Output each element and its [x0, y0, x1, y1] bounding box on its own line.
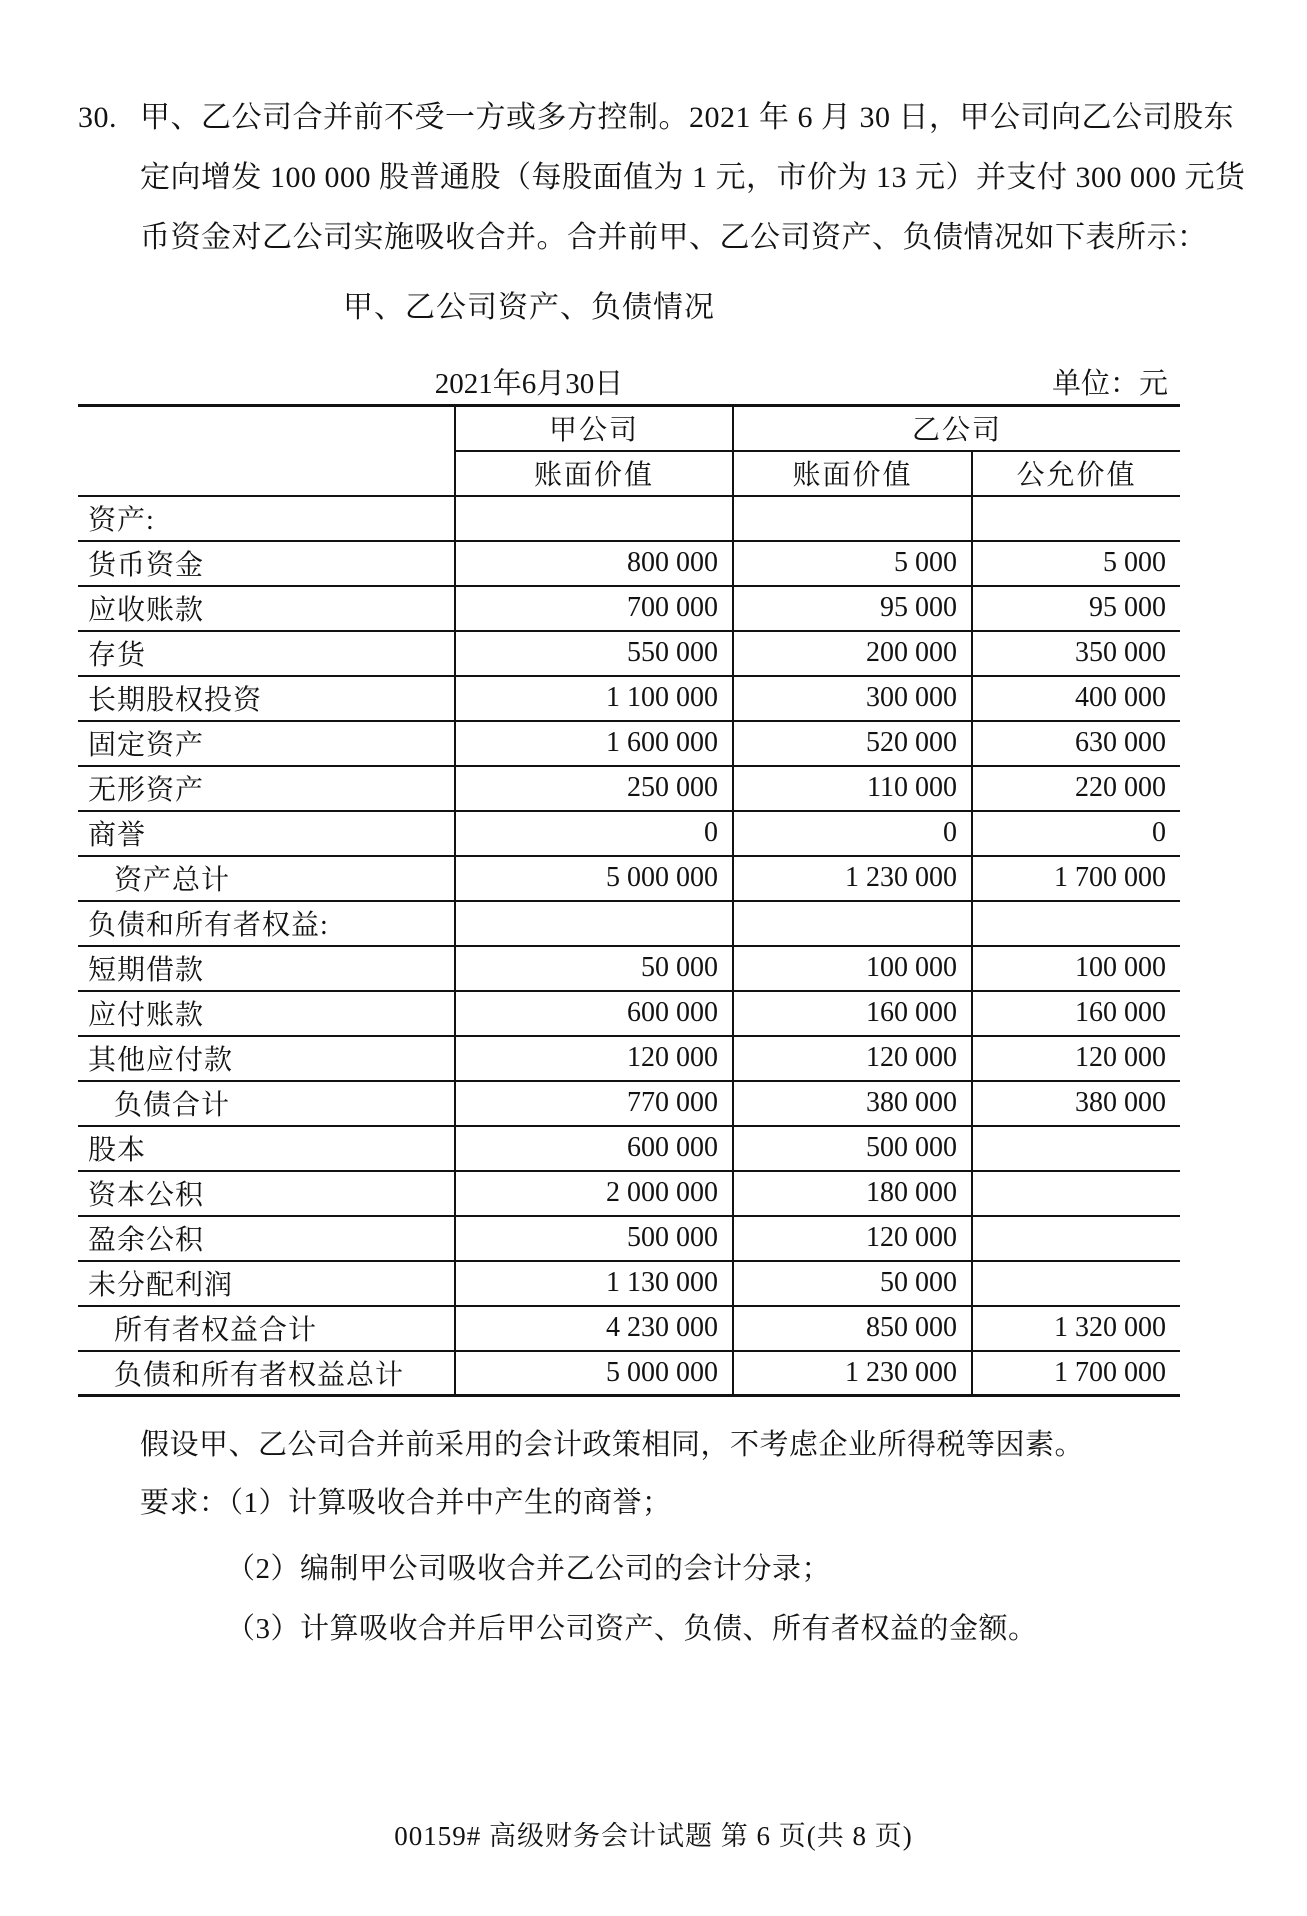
- row-label-cell: 应收账款: [78, 586, 455, 631]
- row-label-cell: 负债和所有者权益总计: [78, 1351, 455, 1396]
- b-fair-value-cell: [972, 1171, 1180, 1216]
- b-book-value-header: 账面价值: [733, 451, 972, 496]
- row-label-cell: 负债和所有者权益:: [78, 901, 455, 946]
- b-fair-value-cell: 350 000: [972, 631, 1180, 676]
- a-book-value-cell: 600 000: [455, 991, 733, 1036]
- row-label-cell: 长期股权投资: [78, 676, 455, 721]
- b-fair-value-cell: 95 000: [972, 586, 1180, 631]
- b-fair-value-cell: 1 320 000: [972, 1306, 1180, 1351]
- a-book-value-cell: 770 000: [455, 1081, 733, 1126]
- table-body: [78, 496, 1180, 1396]
- row-label-cell: 固定资产: [78, 721, 455, 766]
- a-book-value-cell: 600 000: [455, 1126, 733, 1171]
- b-book-value-cell: [733, 496, 972, 541]
- requirement-3: （3）计算吸收合并后甲公司资产、负债、所有者权益的金额。: [226, 1613, 1038, 1645]
- b-fair-value-cell: 160 000: [972, 991, 1180, 1036]
- b-fair-value-cell: 630 000: [972, 721, 1180, 766]
- table-row: [78, 1216, 1180, 1261]
- table-row: [78, 1261, 1180, 1306]
- table-title: 甲、乙公司资产、负债情况: [343, 291, 715, 324]
- assets-liabilities-table: [78, 404, 1180, 1397]
- b-fair-value-cell: 220 000: [972, 766, 1180, 811]
- a-book-value-cell: 5 000 000: [455, 1351, 733, 1396]
- a-book-value-cell: 250 000: [455, 766, 733, 811]
- row-label-cell: 未分配利润: [78, 1261, 455, 1306]
- table-row: [78, 631, 1180, 676]
- a-book-value-cell: 2 000 000: [455, 1171, 733, 1216]
- b-fair-value-cell: 120 000: [972, 1036, 1180, 1081]
- b-book-value-cell: [733, 901, 972, 946]
- b-fair-value-cell: 400 000: [972, 676, 1180, 721]
- row-label-cell: 资本公积: [78, 1171, 455, 1216]
- b-book-value-cell: 120 000: [733, 1216, 972, 1261]
- b-book-value-cell: 5 000: [733, 541, 972, 586]
- b-book-value-cell: 0: [733, 811, 972, 856]
- row-label-cell: 盈余公积: [78, 1216, 455, 1261]
- b-book-value-cell: 1 230 000: [733, 856, 972, 901]
- table-date: 2021年6月30日: [434, 368, 624, 400]
- table-row: [78, 541, 1180, 586]
- b-book-value-cell: 160 000: [733, 991, 972, 1036]
- row-label-cell: 资产总计: [78, 856, 455, 901]
- b-book-value-cell: 120 000: [733, 1036, 972, 1081]
- row-label-cell: 存货: [78, 631, 455, 676]
- table-row: [78, 676, 1180, 721]
- b-fair-value-cell: [972, 496, 1180, 541]
- a-book-value-cell: 550 000: [455, 631, 733, 676]
- row-label-cell: 无形资产: [78, 766, 455, 811]
- row-label-cell: 其他应付款: [78, 1036, 455, 1081]
- b-fair-value-cell: [972, 1216, 1180, 1261]
- table-header: [78, 406, 1180, 496]
- row-label-cell: 资产:: [78, 496, 455, 541]
- b-book-value-cell: 100 000: [733, 946, 972, 991]
- b-fair-value-cell: 1 700 000: [972, 1351, 1180, 1396]
- a-book-value-cell: 800 000: [455, 541, 733, 586]
- question-line-3: 币资金对乙公司实施吸收合并。合并前甲、乙公司资产、负债情况如下表所示：: [140, 221, 1208, 254]
- b-book-value-cell: 850 000: [733, 1306, 972, 1351]
- a-book-value-cell: 50 000: [455, 946, 733, 991]
- b-fair-value-cell: 100 000: [972, 946, 1180, 991]
- table-row: [78, 1036, 1180, 1081]
- table-row: [78, 811, 1180, 856]
- b-fair-value-cell: 380 000: [972, 1081, 1180, 1126]
- a-book-value-cell: 1 600 000: [455, 721, 733, 766]
- question-line-2: 定向增发 100 000 股普通股（每股面值为 1 元，市价为 13 元）并支付 300 000 元货: [140, 161, 1246, 194]
- b-fair-value-cell: 0: [972, 811, 1180, 856]
- b-book-value-cell: 380 000: [733, 1081, 972, 1126]
- table-row: [78, 856, 1180, 901]
- question-number: 30.: [78, 101, 117, 134]
- table-row: [78, 496, 1180, 541]
- table-row: [78, 901, 1180, 946]
- table-row: [78, 946, 1180, 991]
- a-book-value-cell: 500 000: [455, 1216, 733, 1261]
- page-footer: 00159# 高级财务会计试题 第 6 页(共 8 页): [394, 1821, 913, 1851]
- b-book-value-cell: 200 000: [733, 631, 972, 676]
- table-date-row: [78, 364, 1180, 404]
- b-book-value-cell: 180 000: [733, 1171, 972, 1216]
- a-book-value-cell: 1 100 000: [455, 676, 733, 721]
- b-book-value-cell: 300 000: [733, 676, 972, 721]
- row-label-cell: 短期借款: [78, 946, 455, 991]
- question-line-1: [78, 88, 1235, 148]
- b-fair-value-header: 公允价值: [972, 451, 1180, 496]
- a-book-value-cell: [455, 496, 733, 541]
- a-book-value-cell: 1 130 000: [455, 1261, 733, 1306]
- question-text-1: 甲、乙公司合并前不受一方或多方控制。2021 年 6 月 30 日，甲公司向乙公司股东: [140, 101, 1234, 134]
- b-book-value-cell: 95 000: [733, 586, 972, 631]
- a-book-value-header: 账面价值: [455, 451, 733, 496]
- requirement-1: 要求：（1）计算吸收合并中产生的商誉；: [140, 1487, 672, 1519]
- note-assumption: 假设甲、乙公司合并前采用的会计政策相同，不考虑企业所得税等因素。: [140, 1429, 1085, 1461]
- a-book-value-cell: 4 230 000: [455, 1306, 733, 1351]
- unit-label: 单位：元: [1051, 368, 1168, 400]
- table-row: [78, 1171, 1180, 1216]
- table-row: [78, 1126, 1180, 1171]
- row-label-cell: 股本: [78, 1126, 455, 1171]
- a-book-value-cell: [455, 901, 733, 946]
- requirement-2: （2）编制甲公司吸收合并乙公司的会计分录；: [226, 1553, 832, 1585]
- row-label-cell: 货币资金: [78, 541, 455, 586]
- b-book-value-cell: 520 000: [733, 721, 972, 766]
- table-row: [78, 586, 1180, 631]
- company-b-header: 乙公司: [733, 406, 1180, 451]
- b-book-value-cell: 50 000: [733, 1261, 972, 1306]
- table-row: [78, 1351, 1180, 1396]
- row-label-cell: 商誉: [78, 811, 455, 856]
- a-book-value-cell: 120 000: [455, 1036, 733, 1081]
- row-label-header-cell: [78, 406, 455, 496]
- a-book-value-cell: 700 000: [455, 586, 733, 631]
- table-row: [78, 1081, 1180, 1126]
- row-label-cell: 应付账款: [78, 991, 455, 1036]
- b-fair-value-cell: 1 700 000: [972, 856, 1180, 901]
- b-book-value-cell: 500 000: [733, 1126, 972, 1171]
- row-label-cell: 负债合计: [78, 1081, 455, 1126]
- b-fair-value-cell: 5 000: [972, 541, 1180, 586]
- table-row: [78, 721, 1180, 766]
- b-book-value-cell: 110 000: [733, 766, 972, 811]
- table-row: [78, 766, 1180, 811]
- a-book-value-cell: 5 000 000: [455, 856, 733, 901]
- b-fair-value-cell: [972, 901, 1180, 946]
- row-label-cell: 所有者权益合计: [78, 1306, 455, 1351]
- b-fair-value-cell: [972, 1126, 1180, 1171]
- table-row: [78, 1306, 1180, 1351]
- company-a-header: 甲公司: [455, 406, 733, 451]
- b-fair-value-cell: [972, 1261, 1180, 1306]
- table-row: [78, 991, 1180, 1036]
- b-book-value-cell: 1 230 000: [733, 1351, 972, 1396]
- a-book-value-cell: 0: [455, 811, 733, 856]
